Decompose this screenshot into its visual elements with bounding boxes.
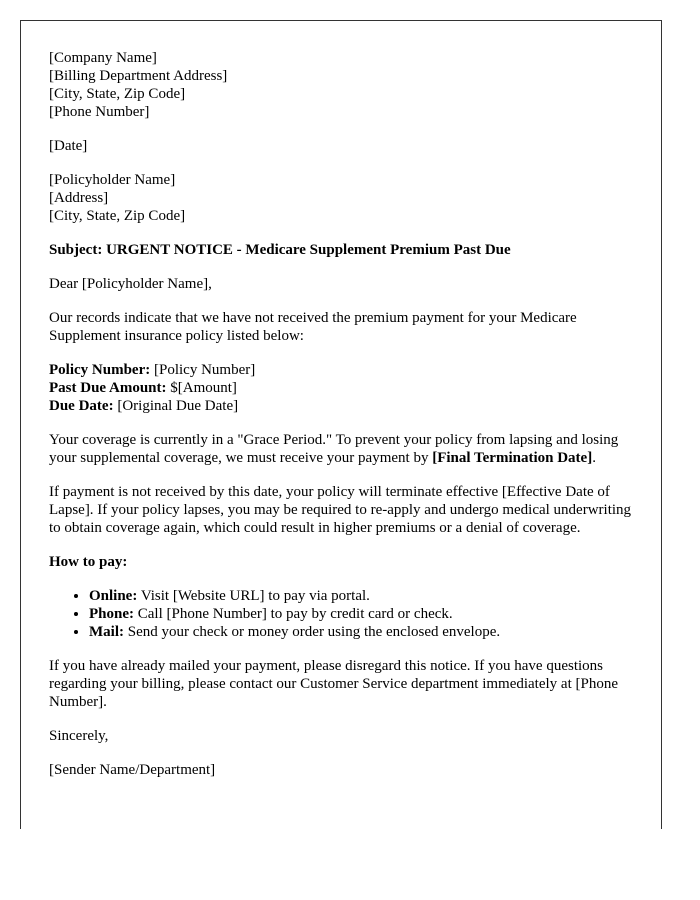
sender-phone: [Phone Number] [49,104,150,120]
payment-methods-list [49,587,633,641]
grace-text: Your coverage is currently in a "Grace Period." To prevent your policy from lapsing and losing your supplemental coverage, we must receive your payment by [49,432,619,466]
payment-method-mail [89,623,633,641]
letter-date: [Date] [49,138,88,154]
policy-details [49,361,633,415]
due-date-value: [Original Due Date] [113,398,239,414]
sender-block [49,49,633,121]
policy-number-value: [Policy Number] [150,362,256,378]
closing-paragraph: If you have already mailed your payment, please disregard this notice. If you have questions regarding your billing, please contact our Customer Service department immediately at [Phone Number]. [49,658,618,710]
recipient-address: [Address] [49,190,109,206]
grace-end: . [592,450,596,466]
subject-line [49,241,633,259]
sender-city: [City, State, Zip Code] [49,86,186,102]
recipient-city: [City, State, Zip Code] [49,208,186,224]
method-text: Send your check or money order using the enclosed envelope. [124,624,501,640]
salutation: Dear [Policyholder Name], [49,276,212,292]
method-label: Phone: [89,606,134,622]
method-label: Mail: [89,624,124,640]
method-text: Call [Phone Number] to pay by credit card or check. [134,606,453,622]
grace-paragraph [49,431,633,467]
due-date-label: Due Date: [49,398,114,414]
how-to-pay-text: How to pay: [49,554,128,570]
how-to-pay-heading [49,553,633,571]
subject-text: Subject: URGENT NOTICE - Medicare Supplement Premium Past Due [49,242,511,258]
payment-method-phone [89,605,633,623]
method-text: Visit [Website URL] to pay via portal. [137,588,370,604]
signoff: Sincerely, [49,728,109,744]
intro-paragraph: Our records indicate that we have not received the premium payment for your Medicare Supplement insurance policy listed below: [49,310,577,344]
recipient-name: [Policyholder Name] [49,172,176,188]
lapse-paragraph: If payment is not received by this date, your policy will terminate effective [Effective Date of Lapse]. If your policy lapses, you may be required to re-apply and undergo medical underwriting to obtain coverage again, which could result in higher premiums or a denial of coverage. [49,484,632,536]
recipient-block [49,171,633,225]
sender-address: [Billing Department Address] [49,68,228,84]
past-due-value: $[Amount] [166,380,237,396]
payment-method-online [89,587,633,605]
signature: [Sender Name/Department] [49,762,216,778]
method-label: Online: [89,588,138,604]
letter-page [20,20,662,829]
sender-company: [Company Name] [49,50,157,66]
termination-date: [Final Termination Date] [432,450,593,466]
policy-number-label: Policy Number: [49,362,151,378]
past-due-label: Past Due Amount: [49,380,167,396]
